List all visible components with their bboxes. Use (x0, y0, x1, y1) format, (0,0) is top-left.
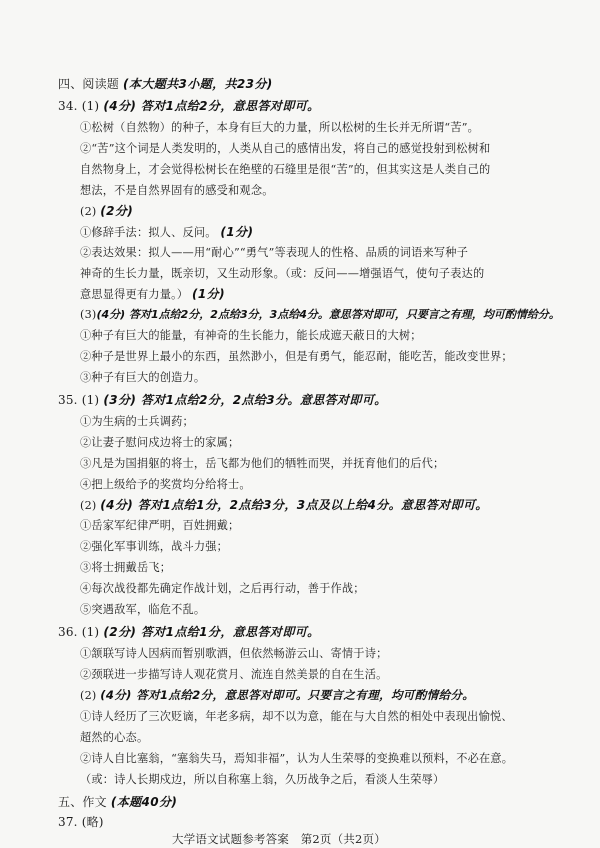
q36-part1-header: 36. (1) (2分) 答对1点给1分，意思答对即可。 (58, 625, 320, 639)
q36-p2-line3: ②诗人自比塞翁，“塞翁失马，焉知非福”，认为人生荣辱的变换难以预料，不必在意。 (80, 752, 514, 765)
q37-line: 37. (略) (58, 815, 104, 829)
q36-p2-line1: ①诗人经历了三次贬谪，年老多病，却不以为意，能在与大自然的相处中表现出愉悦、 (80, 710, 513, 723)
q34-number: 34. (58, 99, 78, 113)
q35-p1-line3: ③凡是为国捐躯的将士，岳飞都为他们的牺牲而哭，并抚育他们的后代； (80, 457, 445, 470)
q35-p2-line5: ⑤突遇敌军，临危不乱。 (80, 603, 206, 616)
q37-number: 37. (58, 815, 78, 829)
q36-p1-line2: ②颈联进一步描写诗人观花赏月、流连自然美景的自在生活。 (80, 668, 388, 681)
q35-part1-score-note: (3分) 答对1点给2分，2点给3分。意思答对即可。 (103, 393, 387, 407)
q35-part1-header: 35. (1) (3分) 答对1点给2分，2点给3分。意思答对即可。 (58, 393, 387, 407)
q36-part1-score-note: (2分) 答对1点给1分，意思答对即可。 (103, 625, 320, 639)
q36-p2-line2: 超然的心态。 (80, 731, 149, 744)
section4-title: 四、阅读题 (本大题共3小题，共23分) (58, 77, 273, 91)
q35-p2-line2: ②强化军事训练，战斗力强； (80, 540, 229, 553)
q34-part3-score-note: (4分) 答对1点给2分，2点给3分，3点给4分。意思答对即可，只要言之有理，均可酌情给分。 (96, 308, 560, 321)
q34-p2-line4: 意思显得更有力量。） (1分) (80, 287, 225, 301)
q35-p2-line4: ④每次战役都先确定作战计划，之后再行动，善于作战； (80, 582, 365, 595)
q34-p3-line2: ②种子是世界上最小的东西，虽然渺小，但是有勇气，能忍耐，能吃苦，能改变世界； (80, 350, 513, 363)
q36-p2-line4: （或：诗人长期戍边，所以自称塞上翁，久历战争之后，看淡人生荣辱） (80, 773, 445, 786)
q34-part2-score-note: (2分) (100, 204, 134, 218)
q34-part2-header: (2) (2分) (80, 204, 134, 218)
q34-p1-line1: ①松树（自然物）的种子，本身有巨大的力量，所以松树的生长并无所谓“苦”。 (80, 121, 480, 134)
q34-part1-score-note: (4分) 答对1点给2分，意思答对即可。 (103, 99, 320, 113)
q35-p2-line3: ③将士拥戴岳飞； (80, 561, 172, 574)
q34-part3-header: (3)(4分) 答对1点给2分，2点给3分，3点给4分。意思答对即可，只要言之有理，均可酌情给分。 (80, 308, 560, 321)
q35-p1-line4: ④把上级给予的奖赏均分给将士。 (80, 478, 251, 491)
q34-p1-line2: ②“苦”这个词是人类发明的，人类从自己的感情出发，将自己的感觉投射到松树和 (80, 142, 491, 155)
q36-part2-header: (2) (4分) 答对1点给2分，意思答对即可。只要言之有理，均可酌情给分。 (80, 688, 475, 702)
section4-handwritten-note: (本大题共3小题，共23分) (123, 77, 273, 91)
q34-p2-last-note: (1分) (192, 287, 225, 301)
q34-p2-line1-note: (1分) (220, 225, 254, 239)
q35-part2-score-note: (4分) 答对1点给1分，2点给3分，3点及以上给4分。意思答对即可。 (100, 498, 488, 512)
q36-p1-line1: ①颔联写诗人因病而暂别歌酒，但依然畅游云山、寄情于诗； (80, 647, 388, 660)
q34-p1-line3: 自然物身上，才会觉得松树长在绝壁的石缝里是很“苦”的，但其实这是人类自己的 (80, 163, 491, 176)
q34-p1-line4: 想法，不是自然界固有的感受和观念。 (80, 184, 274, 197)
q34-p2-line2: ②表达效果：拟人——用“耐心”“勇气”等表现人的性格、品质的词语来写种子 (80, 246, 469, 259)
q35-p1-line1: ①为生病的士兵调药； (80, 415, 194, 428)
q36-part2-score-note: (4分) 答对1点给2分，意思答对即可。只要言之有理，均可酌情给分。 (100, 688, 475, 702)
section5-handwritten-note: (本题40分) (110, 795, 178, 809)
page-footer: 大学语文试题参考答案 第2页（共2页） (172, 832, 386, 846)
q35-p2-line1: ①岳家军纪律严明，百姓拥戴； (80, 519, 240, 532)
q34-p3-line3: ③种子有巨大的创造力。 (80, 371, 206, 384)
q34-p3-line1: ①种子有巨大的能量，有神奇的生长能力，能长成遮天蔽日的大树； (80, 329, 422, 342)
q36-number: 36. (58, 625, 78, 639)
section5-title: 五、作文 (本题40分) (58, 795, 178, 809)
q34-part1-header: 34. (1) (4分) 答对1点给2分，意思答对即可。 (58, 99, 320, 113)
q35-p1-line2: ②让妻子慰问戍边将士的家属； (80, 436, 240, 449)
q34-p2-line1: ①修辞手法：拟人、反问。 (1分) (80, 225, 254, 239)
q34-p2-line3: 神奇的生长力量，既亲切，又生动形象。（或：反问——增强语气，使句子表达的 (80, 267, 485, 280)
q35-number: 35. (58, 393, 78, 407)
q35-part2-header: (2) (4分) 答对1点给1分，2点给3分，3点及以上给4分。意思答对即可。 (80, 498, 488, 512)
